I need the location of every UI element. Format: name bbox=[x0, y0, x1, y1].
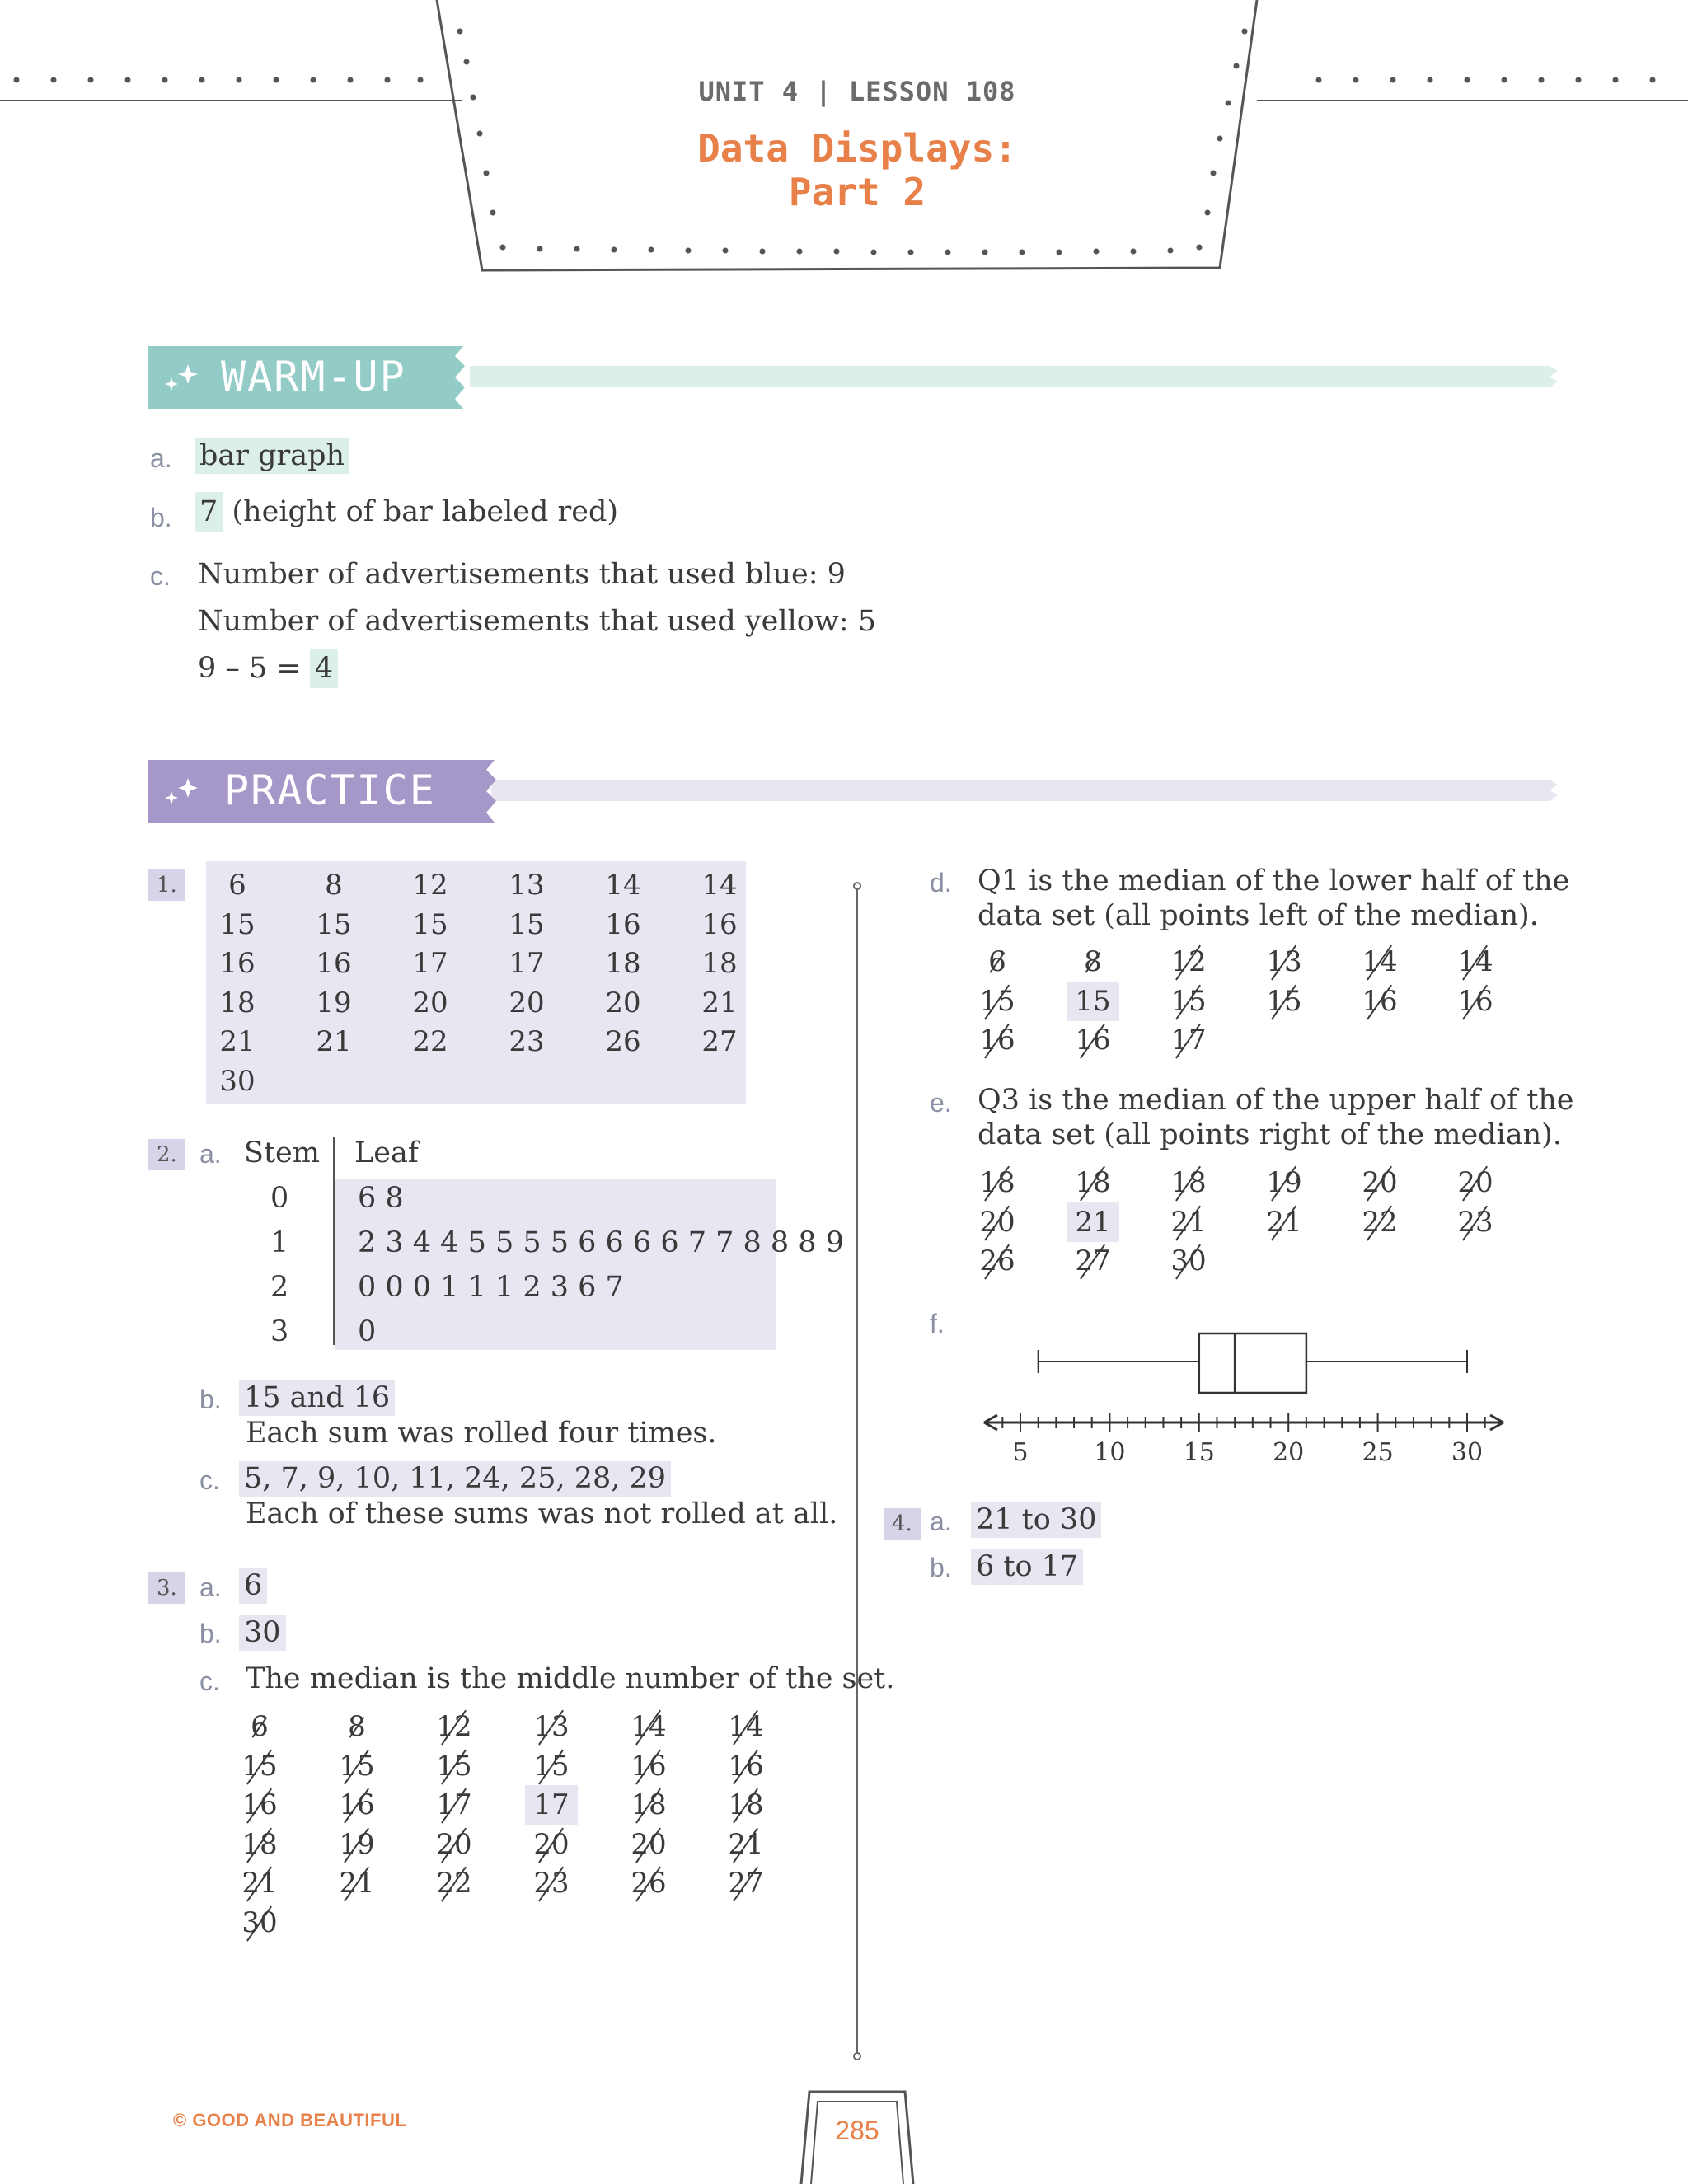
grid-value bbox=[301, 947, 367, 980]
grid-value bbox=[590, 947, 656, 980]
grid-value bbox=[1442, 1166, 1508, 1199]
grid-value-text: 17 bbox=[509, 947, 545, 980]
grid-value-text: 20 bbox=[533, 1827, 570, 1861]
grid-value-text: 13 bbox=[509, 869, 545, 902]
grid-value bbox=[964, 1205, 1030, 1239]
grid-value-text: 23 bbox=[533, 1867, 570, 1900]
grid-value-text: 8 bbox=[325, 869, 343, 902]
grid-value bbox=[1251, 984, 1317, 1018]
grid-value-text: 20 bbox=[436, 1827, 472, 1861]
grid-value bbox=[494, 869, 560, 902]
grid-value-text: 30 bbox=[1170, 1244, 1207, 1277]
grid-value-text: 18 bbox=[701, 947, 738, 980]
q3-b-letter: b. bbox=[199, 1619, 222, 1648]
column-divider bbox=[849, 882, 865, 2060]
practice-heading: PRACTICE bbox=[224, 766, 436, 814]
grid-value-text: 8 bbox=[348, 1710, 366, 1743]
grid-value bbox=[324, 1788, 390, 1821]
grid-value bbox=[204, 1025, 270, 1058]
iqr-box bbox=[1199, 1333, 1306, 1393]
q2-c-letter: c. bbox=[199, 1465, 220, 1495]
grid-value bbox=[713, 1788, 779, 1821]
grid-value bbox=[1251, 945, 1317, 978]
grid-value-text: 18 bbox=[241, 1827, 278, 1861]
grid-value-text: 14 bbox=[1362, 945, 1398, 978]
grid-value bbox=[301, 986, 367, 1019]
q3-c-text: The median is the middle number of the set. bbox=[246, 1662, 895, 1695]
grid-value-text: 15 bbox=[219, 907, 256, 941]
grid-value bbox=[964, 984, 1030, 1018]
q4-a-letter: a. bbox=[930, 1507, 952, 1536]
grid-value bbox=[518, 1827, 584, 1861]
grid-value bbox=[590, 869, 656, 902]
q3-e-text1: Q3 is the median of the upper half of the bbox=[978, 1084, 1574, 1117]
warmup-b-note: (height of bar labeled red) bbox=[223, 495, 619, 528]
grid-value-text: 27 bbox=[701, 1025, 738, 1058]
q3-f-letter: f. bbox=[930, 1309, 945, 1338]
grid-value-text: 21 bbox=[241, 1867, 278, 1900]
q4-b-answer: 6 to 17 bbox=[971, 1549, 1083, 1585]
grid-value-text: 16 bbox=[1362, 984, 1398, 1018]
grid-value bbox=[1156, 1024, 1221, 1057]
grid-value bbox=[324, 1867, 390, 1900]
sparkle-icon bbox=[162, 363, 203, 396]
q3-a-answer: 6 bbox=[239, 1568, 267, 1604]
grid-value-text: 27 bbox=[1075, 1244, 1111, 1277]
grid-value-text: 14 bbox=[728, 1710, 764, 1743]
grid-value bbox=[324, 1749, 390, 1783]
q3-a-letter: a. bbox=[199, 1572, 222, 1602]
grid-value-text: 17 bbox=[412, 947, 448, 980]
grid-value bbox=[494, 947, 560, 980]
grid-value-text: 18 bbox=[1075, 1166, 1111, 1199]
grid-value bbox=[616, 1788, 682, 1821]
q3-d-text1: Q1 is the median of the lower half of the bbox=[978, 865, 1570, 898]
grid-value bbox=[1060, 1205, 1126, 1239]
q1-number: 1. bbox=[148, 869, 185, 901]
warmup-c-answer: 4 bbox=[310, 649, 338, 688]
warmup-a-answer: bar graph bbox=[195, 438, 349, 474]
grid-value-text: 26 bbox=[979, 1244, 1015, 1277]
grid-value-text: 15 bbox=[1067, 982, 1118, 1021]
grid-value bbox=[227, 1749, 293, 1783]
axis-tick-label: 30 bbox=[1451, 1438, 1484, 1467]
grid-value-text: 14 bbox=[1457, 945, 1493, 978]
grid-value bbox=[590, 907, 656, 941]
grid-value-text: 16 bbox=[241, 1788, 278, 1821]
grid-value bbox=[964, 1244, 1030, 1277]
warmup-c-line2: Number of advertisements that used yellow: 5 bbox=[198, 605, 876, 638]
grid-value bbox=[421, 1788, 487, 1821]
stem-value: 0 bbox=[270, 1182, 289, 1215]
grid-value-text: 16 bbox=[1457, 984, 1493, 1018]
grid-value bbox=[301, 907, 367, 941]
grid-value-text: 18 bbox=[979, 1166, 1015, 1199]
grid-value-text: 15 bbox=[533, 1749, 570, 1783]
grid-value-text: 20 bbox=[605, 986, 641, 1019]
grid-value-text: 18 bbox=[219, 986, 256, 1019]
grid-value-text: 22 bbox=[436, 1867, 472, 1900]
grid-value bbox=[227, 1710, 293, 1743]
grid-value bbox=[1156, 1244, 1221, 1277]
grid-value-text: 15 bbox=[436, 1749, 472, 1783]
grid-value bbox=[687, 1025, 753, 1058]
grid-value bbox=[964, 1024, 1030, 1057]
grid-value bbox=[397, 869, 463, 902]
lesson-title-line1: Data Displays: bbox=[697, 126, 1017, 171]
grid-value bbox=[494, 907, 560, 941]
grid-value bbox=[204, 1064, 270, 1098]
grid-value bbox=[1060, 1244, 1126, 1277]
grid-value bbox=[687, 986, 753, 1019]
grid-value bbox=[1156, 1166, 1221, 1199]
grid-value-text: 13 bbox=[1266, 945, 1302, 978]
grid-value bbox=[1347, 1166, 1413, 1199]
grid-value bbox=[1442, 945, 1508, 978]
q3-e-letter: e. bbox=[930, 1088, 952, 1118]
grid-value-text: 12 bbox=[1170, 945, 1207, 978]
grid-value-text: 20 bbox=[509, 986, 545, 1019]
grid-value bbox=[590, 986, 656, 1019]
grid-value-text: 14 bbox=[631, 1710, 667, 1743]
grid-value bbox=[1060, 984, 1126, 1018]
grid-value-text: 12 bbox=[436, 1710, 472, 1743]
q4-b-letter: b. bbox=[930, 1553, 952, 1582]
q4-number: 4. bbox=[884, 1508, 921, 1540]
grid-value bbox=[1060, 1024, 1126, 1057]
grid-value bbox=[301, 869, 367, 902]
grid-value-text: 6 bbox=[228, 869, 246, 902]
grid-value bbox=[616, 1710, 682, 1743]
q3-c-letter: c. bbox=[199, 1666, 220, 1696]
grid-value bbox=[1347, 1205, 1413, 1239]
sparkle-icon bbox=[162, 776, 203, 809]
leaf-value: 0 bbox=[358, 1315, 377, 1348]
grid-value-text: 17 bbox=[436, 1788, 472, 1821]
grid-value bbox=[616, 1827, 682, 1861]
grid-value bbox=[204, 869, 270, 902]
grid-value-text: 20 bbox=[1457, 1166, 1493, 1199]
warmup-c-line3 bbox=[198, 654, 338, 683]
grid-value bbox=[1156, 1205, 1221, 1239]
grid-value bbox=[713, 1710, 779, 1743]
warmup-b-answer: 7 bbox=[195, 492, 223, 532]
leaf-value: 0 0 0 1 1 1 2 3 6 7 bbox=[358, 1271, 624, 1304]
grid-value-text: 16 bbox=[339, 1788, 375, 1821]
grid-value bbox=[227, 1905, 293, 1939]
grid-value-text: 15 bbox=[509, 907, 545, 941]
grid-value bbox=[1251, 1205, 1317, 1239]
grid-value bbox=[687, 869, 753, 902]
grid-value-text: 6 bbox=[988, 945, 1006, 978]
grid-value bbox=[616, 1867, 682, 1900]
grid-value bbox=[1060, 1166, 1126, 1199]
grid-value bbox=[590, 1025, 656, 1058]
grid-value-text: 21 bbox=[1067, 1202, 1118, 1242]
stem-value: 1 bbox=[270, 1226, 289, 1259]
grid-value bbox=[1442, 1205, 1508, 1239]
grid-value bbox=[713, 1867, 779, 1900]
axis-tick-label: 20 bbox=[1273, 1438, 1305, 1467]
grid-value-text: 14 bbox=[701, 869, 738, 902]
grid-value bbox=[204, 986, 270, 1019]
grid-value-text: 26 bbox=[605, 1025, 641, 1058]
grid-value bbox=[494, 1025, 560, 1058]
grid-value bbox=[1060, 945, 1126, 978]
grid-value-text: 15 bbox=[241, 1749, 278, 1783]
grid-value-text: 15 bbox=[339, 1749, 375, 1783]
q3-d-letter: d. bbox=[930, 868, 952, 898]
grid-value-text: 21 bbox=[1170, 1205, 1207, 1239]
grid-value bbox=[397, 947, 463, 980]
grid-value bbox=[1347, 945, 1413, 978]
stem-value: 2 bbox=[270, 1271, 289, 1304]
grid-value-text: 21 bbox=[339, 1867, 375, 1900]
grid-value bbox=[421, 1827, 487, 1861]
grid-value bbox=[227, 1867, 293, 1900]
grid-value bbox=[421, 1749, 487, 1783]
q3-b-answer: 30 bbox=[239, 1615, 286, 1651]
grid-value-text: 13 bbox=[533, 1710, 570, 1743]
grid-value bbox=[324, 1827, 390, 1861]
axis-tick-label: 15 bbox=[1183, 1438, 1215, 1467]
grid-value-text: 15 bbox=[412, 907, 448, 941]
grid-value bbox=[1251, 1166, 1317, 1199]
q3-e-text2: data set (all points right of the median). bbox=[978, 1118, 1562, 1151]
grid-value bbox=[397, 986, 463, 1019]
q2-b-note: Each sum was rolled four times. bbox=[246, 1417, 717, 1450]
leaf-header: Leaf bbox=[354, 1137, 419, 1169]
grid-value-text: 27 bbox=[728, 1867, 764, 1900]
grid-value-text: 19 bbox=[316, 986, 352, 1019]
grid-value-text: 18 bbox=[1170, 1166, 1207, 1199]
warmup-heading: WARM-UP bbox=[221, 353, 406, 401]
q3-d-text2: data set (all points left of the median). bbox=[978, 899, 1539, 932]
q2-c-note: Each of these sums was not rolled at all. bbox=[246, 1497, 838, 1530]
unit-lesson-label: UNIT 4 | LESSON 108 bbox=[698, 76, 1016, 107]
grid-value bbox=[494, 986, 560, 1019]
grid-value bbox=[713, 1749, 779, 1783]
grid-value-text: 21 bbox=[701, 986, 738, 1019]
grid-value-text: 26 bbox=[631, 1867, 667, 1900]
leaf-value: 6 8 bbox=[358, 1182, 404, 1215]
grid-value bbox=[227, 1827, 293, 1861]
warmup-b-letter: b. bbox=[150, 503, 172, 532]
stem-header: Stem bbox=[244, 1137, 320, 1169]
grid-value bbox=[204, 947, 270, 980]
grid-value-text: 17 bbox=[1170, 1024, 1207, 1057]
q2-b-answer: 15 and 16 bbox=[239, 1380, 395, 1416]
grid-value bbox=[1156, 984, 1221, 1018]
grid-value bbox=[324, 1710, 390, 1743]
warmup-c-letter: c. bbox=[150, 561, 171, 591]
axis-tick-label: 5 bbox=[1012, 1438, 1029, 1467]
grid-value-text: 19 bbox=[339, 1827, 375, 1861]
grid-value-text: 12 bbox=[412, 869, 448, 902]
grid-value-text: 21 bbox=[316, 1025, 352, 1058]
grid-value-text: 17 bbox=[525, 1785, 577, 1825]
q2-a-letter: a. bbox=[199, 1139, 222, 1169]
grid-value-text: 22 bbox=[1362, 1205, 1398, 1239]
stem-value: 3 bbox=[270, 1315, 289, 1348]
q3-number: 3. bbox=[148, 1572, 185, 1604]
q2-number: 2. bbox=[148, 1139, 185, 1170]
grid-value-text: 15 bbox=[1266, 984, 1302, 1018]
grid-value bbox=[397, 1025, 463, 1058]
grid-value bbox=[518, 1710, 584, 1743]
grid-value bbox=[204, 907, 270, 941]
grid-value-text: 6 bbox=[251, 1710, 269, 1743]
grid-value-text: 16 bbox=[631, 1749, 667, 1783]
q1-data-grid bbox=[206, 861, 746, 1104]
grid-value bbox=[421, 1867, 487, 1900]
grid-value bbox=[421, 1710, 487, 1743]
grid-value-text: 16 bbox=[316, 947, 352, 980]
page-number: 285 bbox=[835, 2116, 879, 2145]
grid-value-text: 20 bbox=[412, 986, 448, 1019]
grid-value-text: 19 bbox=[1266, 1166, 1302, 1199]
warmup-b-line bbox=[195, 495, 619, 528]
grid-value bbox=[518, 1788, 584, 1821]
grid-value-text: 16 bbox=[728, 1749, 764, 1783]
grid-value-text: 30 bbox=[219, 1064, 256, 1098]
grid-value bbox=[397, 907, 463, 941]
grid-value-text: 16 bbox=[219, 947, 256, 980]
grid-value-text: 20 bbox=[631, 1827, 667, 1861]
grid-value-text: 15 bbox=[1170, 984, 1207, 1018]
grid-value bbox=[964, 945, 1030, 978]
grid-value bbox=[1442, 984, 1508, 1018]
warmup-c-expr: 9 – 5 = bbox=[198, 652, 310, 685]
grid-value-text: 21 bbox=[728, 1827, 764, 1861]
axis-tick-label: 10 bbox=[1094, 1438, 1126, 1467]
axis-tick-label: 25 bbox=[1362, 1438, 1394, 1467]
grid-value-text: 20 bbox=[979, 1205, 1015, 1239]
grid-value-text: 18 bbox=[605, 947, 641, 980]
grid-value-text: 15 bbox=[316, 907, 352, 941]
box-plot bbox=[973, 1310, 1517, 1475]
lesson-title-line2: Part 2 bbox=[788, 170, 926, 214]
copyright: © GOOD AND BEAUTIFUL bbox=[173, 2110, 407, 2130]
grid-value-text: 16 bbox=[605, 907, 641, 941]
grid-value-text: 23 bbox=[1457, 1205, 1493, 1239]
grid-value bbox=[964, 1166, 1030, 1199]
grid-value-text: 18 bbox=[631, 1788, 667, 1821]
grid-value bbox=[1347, 984, 1413, 1018]
q4-a-answer: 21 to 30 bbox=[971, 1502, 1101, 1538]
grid-value-text: 23 bbox=[509, 1025, 545, 1058]
grid-value bbox=[616, 1749, 682, 1783]
grid-value-text: 14 bbox=[605, 869, 641, 902]
grid-value bbox=[301, 1025, 367, 1058]
grid-value bbox=[1156, 945, 1221, 978]
grid-value-text: 16 bbox=[701, 907, 738, 941]
grid-value-text: 21 bbox=[1266, 1205, 1302, 1239]
grid-value bbox=[518, 1749, 584, 1783]
grid-value-text: 8 bbox=[1084, 945, 1102, 978]
grid-value-text: 22 bbox=[412, 1025, 448, 1058]
warmup-c-line1: Number of advertisements that used blue: 9 bbox=[198, 558, 846, 591]
stem-leaf-divider bbox=[333, 1137, 335, 1345]
grid-value-text: 18 bbox=[728, 1788, 764, 1821]
grid-value bbox=[227, 1788, 293, 1821]
grid-value-text: 21 bbox=[219, 1025, 256, 1058]
grid-value bbox=[518, 1867, 584, 1900]
leaf-value: 2 3 4 4 5 5 5 5 6 6 6 6 7 7 8 8 8 9 bbox=[358, 1226, 844, 1259]
grid-value-text: 16 bbox=[979, 1024, 1015, 1057]
grid-value bbox=[687, 947, 753, 980]
grid-value-text: 20 bbox=[1362, 1166, 1398, 1199]
grid-value-text: 16 bbox=[1075, 1024, 1111, 1057]
grid-value bbox=[713, 1827, 779, 1861]
warmup-a-letter: a. bbox=[150, 443, 172, 473]
grid-value-text: 15 bbox=[979, 984, 1015, 1018]
q2-b-letter: b. bbox=[199, 1385, 222, 1414]
grid-value-text: 30 bbox=[241, 1905, 278, 1939]
grid-value bbox=[687, 907, 753, 941]
q2-c-answer: 5, 7, 9, 10, 11, 24, 25, 28, 29 bbox=[239, 1461, 671, 1497]
